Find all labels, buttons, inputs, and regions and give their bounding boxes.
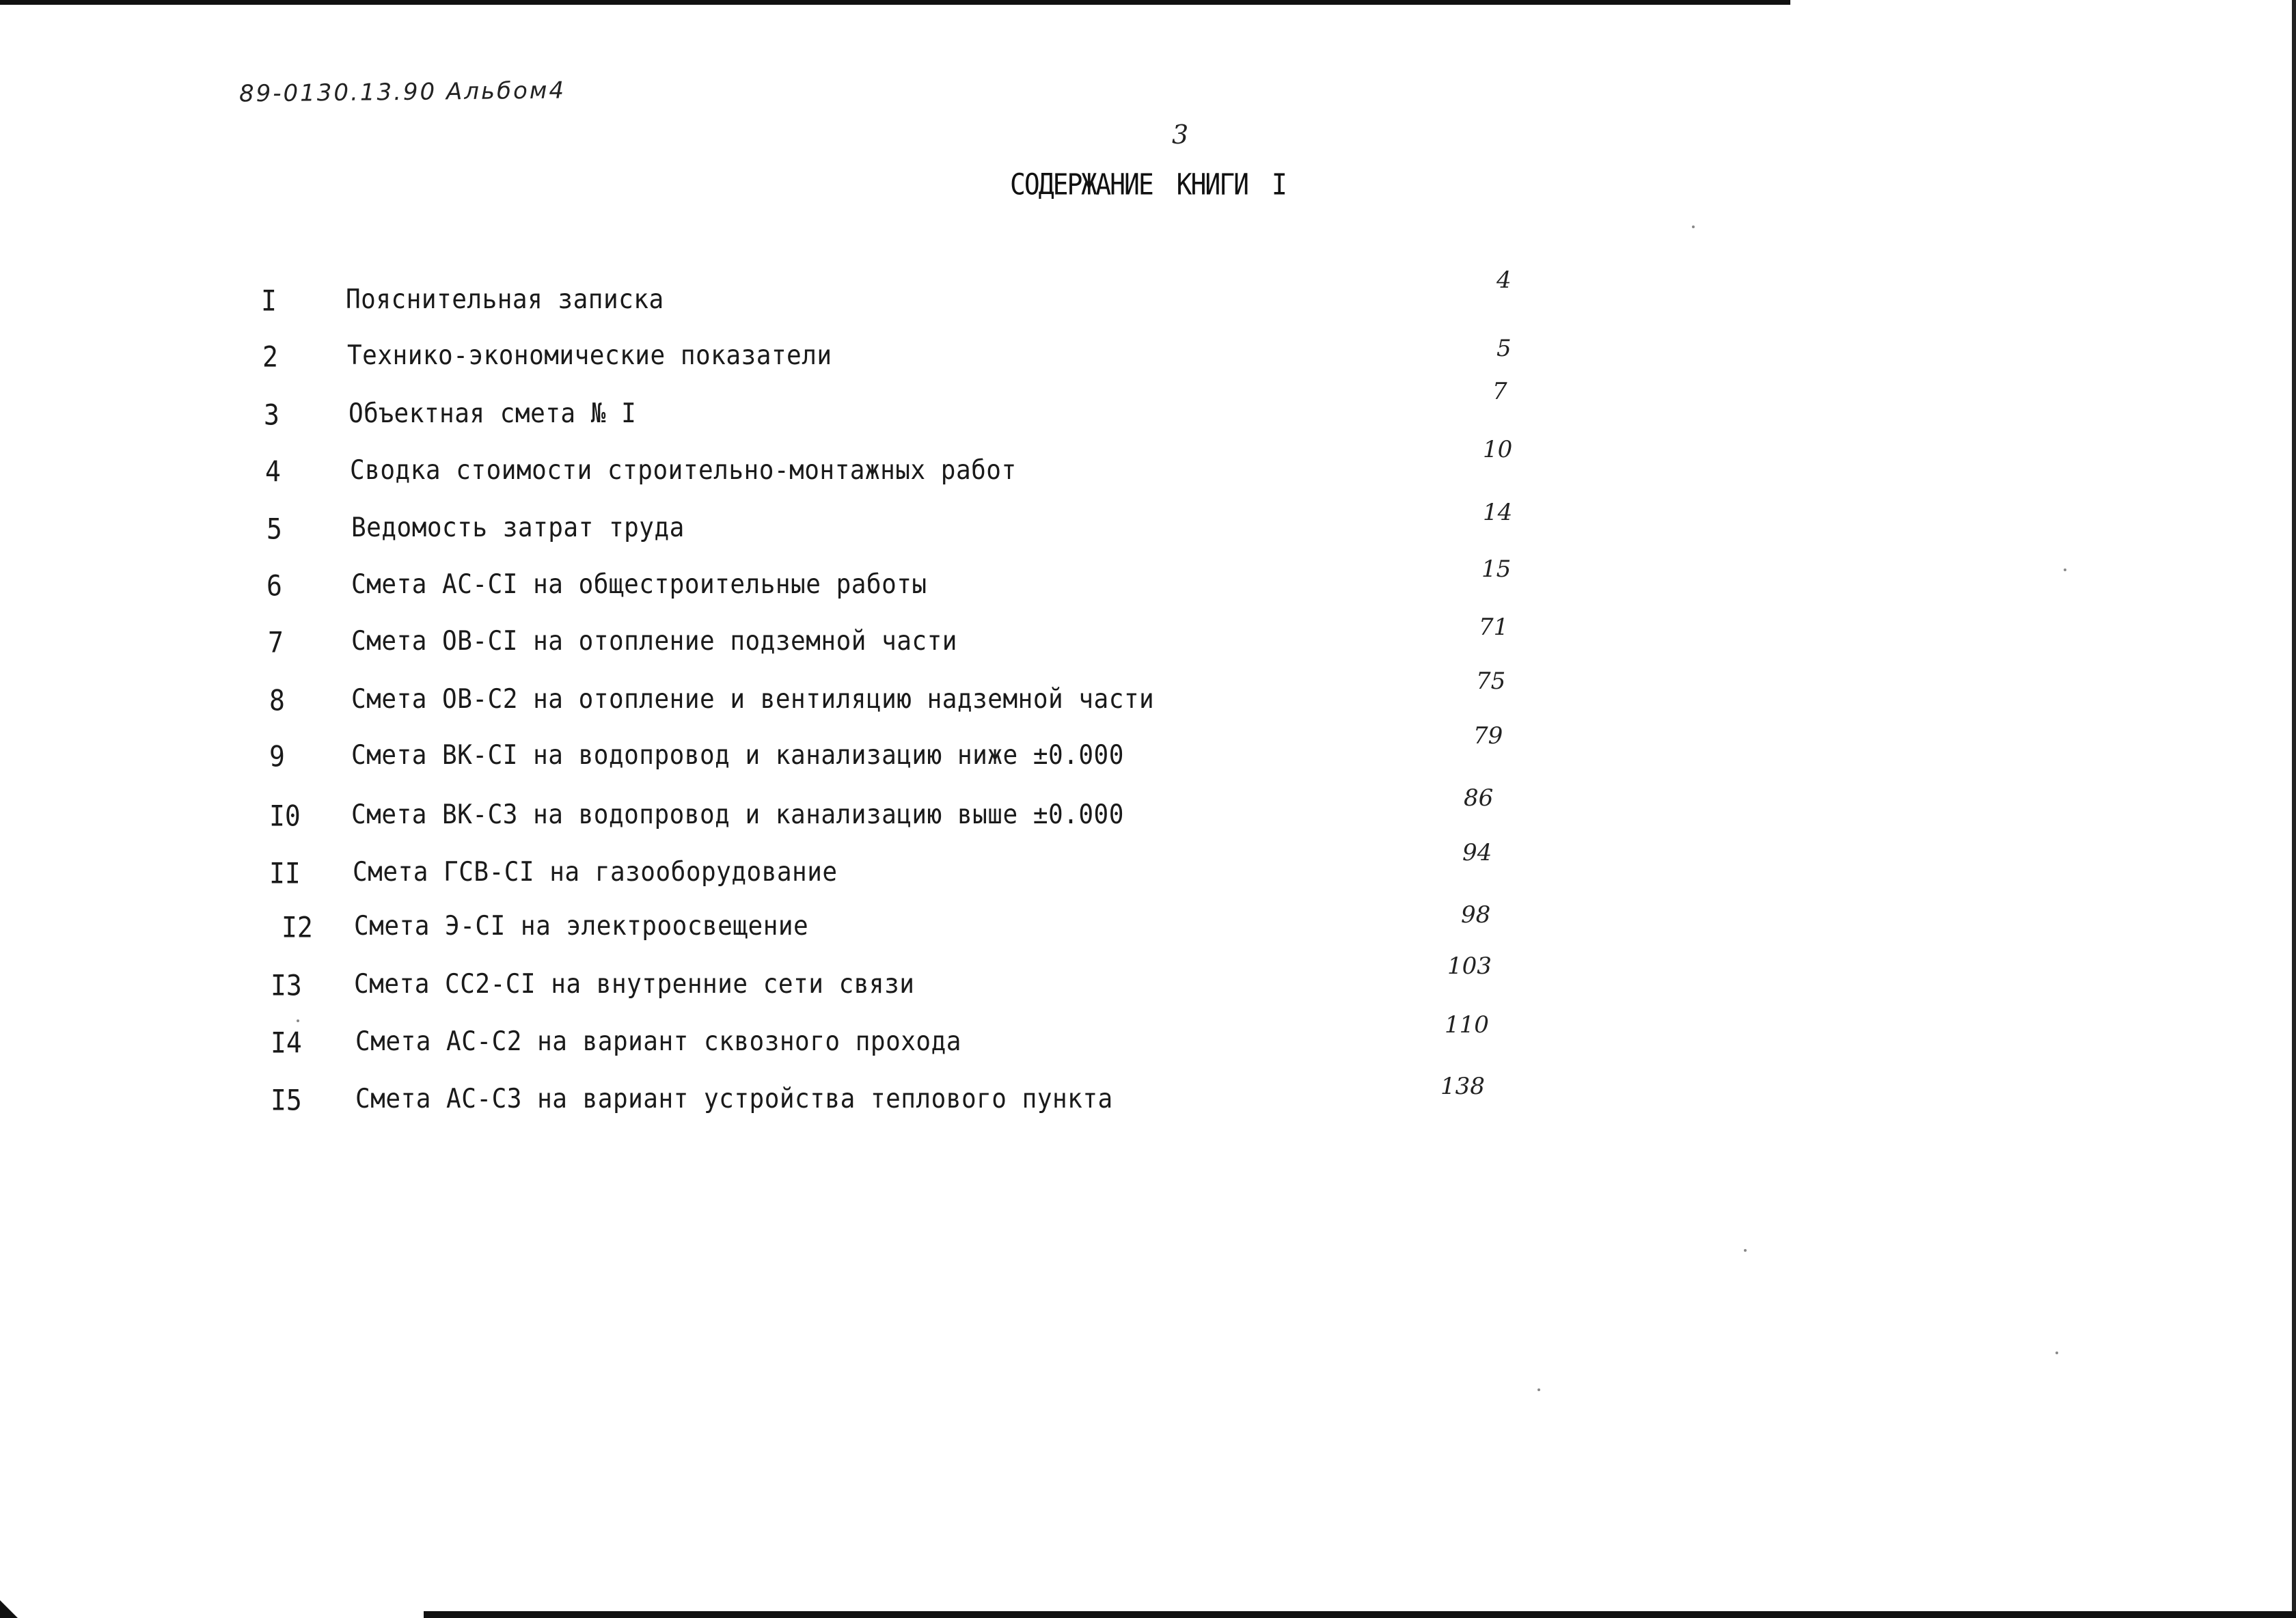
toc-item-title: Технико-экономические показатели [347, 340, 832, 372]
toc-item-title: Смета ВК-С3 на водопровод и канализацию выше ±0.000 [351, 799, 1124, 831]
toc-item-number: 4 [265, 454, 281, 489]
page-title: СОДЕРЖАНИЕ КНИГИ I [1010, 167, 1286, 202]
toc-item-title: Объектная смета № I [348, 398, 637, 430]
toc-row [271, 1011, 1637, 1069]
toc-item-title: Смета СС2-СI на внутренние сети связи [354, 968, 915, 1000]
scan-edge-bottom [424, 1611, 2296, 1618]
toc-item-title: Смета ВК-СI на водопровод и канализацию ниже ±0.000 [351, 739, 1124, 771]
toc-item-page: 103 [1447, 952, 1492, 980]
toc-item-title: Пояснительная записка [346, 284, 664, 316]
toc-item-page: 10 [1483, 436, 1513, 463]
toc-row [269, 668, 1636, 726]
toc-item-number: 5 [266, 512, 282, 546]
toc-row [269, 839, 1636, 899]
scan-speck [2064, 568, 2066, 571]
scan-edge-top [0, 0, 1790, 5]
toc-item-number: 7 [268, 625, 284, 659]
toc-item-title: Смета ГСВ-СI на газооборудование [353, 856, 838, 888]
toc-item-number: I0 [269, 799, 301, 833]
toc-item-page: 7 [1492, 378, 1507, 405]
toc-item-page: 71 [1479, 614, 1509, 641]
toc-item-number: 3 [264, 398, 279, 432]
toc-item-number: I2 [282, 910, 313, 944]
toc-item-title: Сводка стоимости строительно-монтажных работ [350, 454, 1017, 486]
scan-speck [297, 1019, 299, 1022]
page-number: 3 [1172, 120, 1189, 150]
toc-item-page: 75 [1476, 668, 1506, 695]
toc-item-page: 5 [1496, 335, 1512, 362]
toc-item-title: Ведомость затрат труда [351, 512, 685, 544]
toc-row [264, 378, 1630, 441]
toc-row [271, 1073, 1637, 1126]
toc-row [265, 436, 1632, 497]
document-code: 89-0130.13.90 Альбом4 [238, 77, 566, 108]
scan-corner [0, 1600, 18, 1618]
toc-row [266, 556, 1633, 612]
scan-edge-right [2292, 0, 2296, 1618]
toc-item-page: 86 [1464, 784, 1494, 812]
toc-item-page: 138 [1440, 1073, 1485, 1100]
toc-item-title: Смета ОВ-СI на отопление подземной части [351, 625, 957, 657]
toc-row [269, 784, 1636, 842]
toc-item-title: Смета ОВ-С2 на отопление и вентиляцию надземной части [351, 683, 1155, 715]
scan-speck [1744, 1249, 1747, 1252]
scan-speck [1692, 225, 1695, 228]
toc-item-title: Смета АС-С2 на вариант сквозного прохода [355, 1026, 961, 1058]
toc-item-number: 9 [269, 739, 285, 773]
toc-item-page: 94 [1462, 839, 1492, 866]
toc-item-number: I5 [271, 1083, 302, 1117]
toc-item-page: 98 [1461, 901, 1491, 929]
toc-row [262, 335, 1629, 383]
toc-row [282, 901, 1648, 953]
toc-item-number: 6 [266, 568, 282, 603]
toc-item-page: 15 [1481, 556, 1512, 583]
toc-item-title: Смета Э-СI на электроосвещение [354, 910, 809, 942]
toc-row [266, 499, 1633, 555]
scan-speck [1538, 1388, 1540, 1391]
toc-item-page: 4 [1496, 266, 1512, 294]
toc-item-number: 2 [262, 340, 278, 374]
toc-item-page: 14 [1483, 499, 1513, 526]
toc-item-title: Смета АС-С3 на вариант устройства теплового пункта [355, 1083, 1113, 1115]
toc-item-page: 110 [1445, 1011, 1489, 1039]
toc-row [261, 266, 1628, 327]
toc-item-number: I4 [271, 1026, 302, 1060]
toc-item-number: II [269, 856, 301, 890]
toc-item-title: Смета АС-СI на общестроительные работы [351, 568, 927, 601]
toc-item-number: I [261, 284, 277, 318]
toc-item-page: 79 [1473, 722, 1503, 750]
toc-row [268, 614, 1635, 668]
scan-speck [2055, 1352, 2058, 1354]
toc-item-number: 8 [269, 683, 285, 717]
toc-row [269, 722, 1636, 782]
toc-item-number: I3 [271, 968, 302, 1002]
toc-row [271, 952, 1637, 1011]
